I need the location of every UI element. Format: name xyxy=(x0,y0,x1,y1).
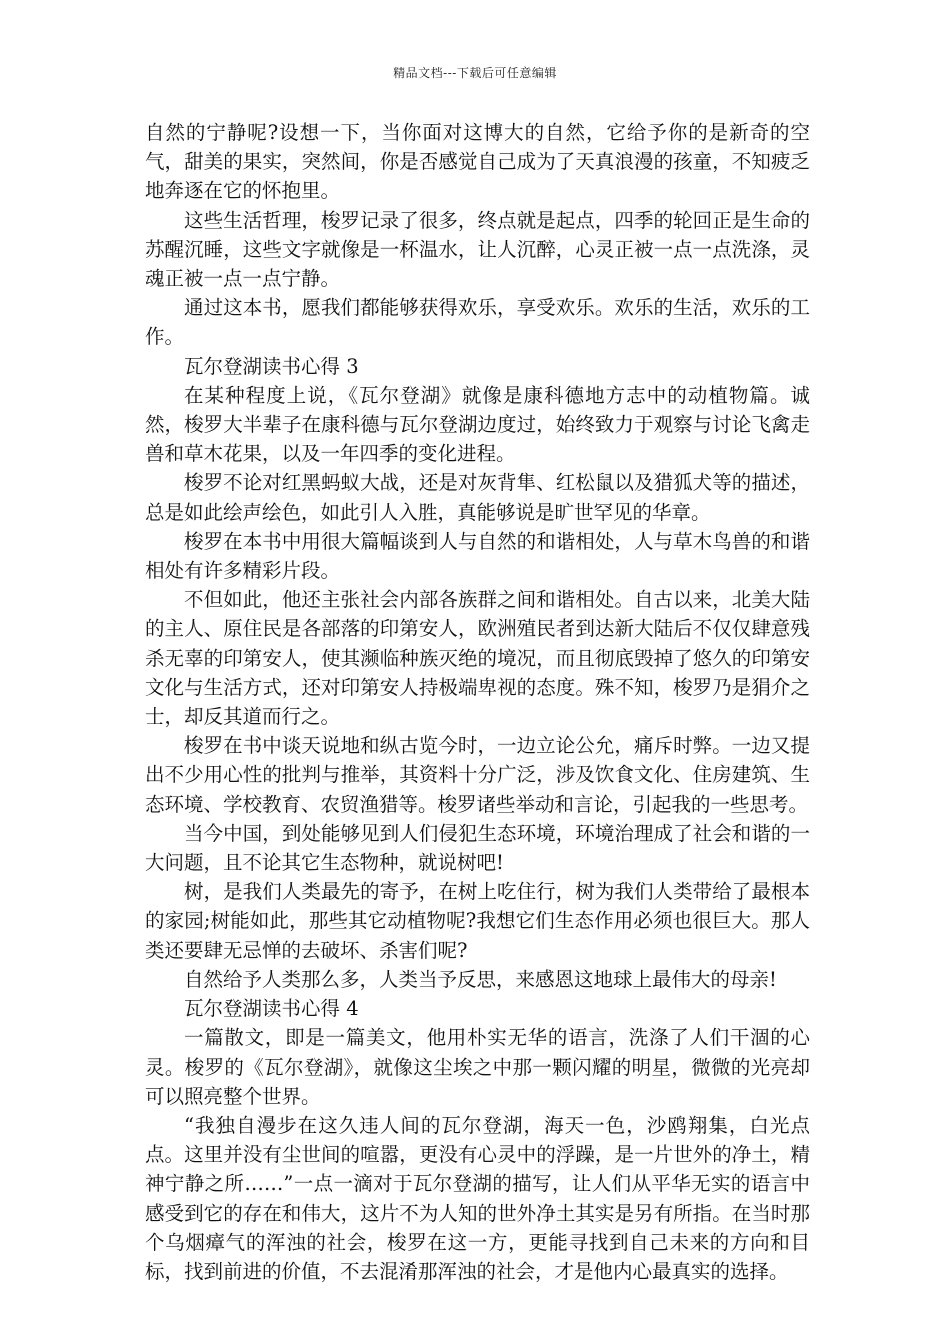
paragraph: 通过这本书，愿我们都能够获得欢乐，享受欢乐。欢乐的生活，欢乐的工作。 xyxy=(145,296,810,349)
page-header: 精品文档---下载后可任意编辑 xyxy=(393,66,557,80)
paragraph: 一篇散文，即是一篇美文，他用朴实无华的语言，洗涤了人们干涸的心灵。梭罗的《瓦尔登湖》，就像这尘埃之中那一颗闪耀的明星，微微的光亮却可以照亮整个世界。 xyxy=(145,1026,810,1108)
paragraph: 自然给予人类那么多，人类当予反思，来感恩这地球上最伟大的母亲! xyxy=(184,967,777,991)
paragraph: 在某种程度上说，《瓦尔登湖》就像是康科德地方志中的动植物篇。诚然，梭罗大半辈子在康科德与瓦尔登湖边度过，始终致力于观察与讨论飞禽走兽和草木花果，以及一年四季的变化进程。 xyxy=(145,383,810,466)
paragraph: 梭罗在书中谈天说地和纵古览今时，一边立论公允，痛斥时弊。一边又提出不少用心性的批判与推举，其资料十分广泛，涉及饮食文化、住房建筑、生态环境、学校教育、农贸渔猎等。梭罗诸些举动和言论，引起我的一些思考。 xyxy=(145,734,810,816)
paragraph: 梭罗不论对红黑蚂蚁大战，还是对灰背隼、红松鼠以及猎狐犬等的描述，总是如此绘声绘色，如此引人入胜，真能够说是旷世罕见的华章。 xyxy=(145,471,810,524)
paragraph: 自然的宁静呢?设想一下，当你面对这博大的自然，它给予你的是新奇的空气，甜美的果实，突然间，你是否感觉自己成为了天真浪漫的孩童，不知疲乏地奔逐在它的怀抱里。 xyxy=(145,121,810,203)
paragraph: “我独自漫步在这久违人间的瓦尔登湖，海天一色，沙鸥翔集，白光点点。这里并没有尘世间的喧嚣，更没有心灵中的浮躁，是一片世外的净土，精神宁静之所……”一点一滴对于瓦尔登湖的描写，让人们从平华无实的语言中感受到它的存在和伟大，这片不为人知的世外净土其实是另有所指。在当时那个乌烟瘴气的浑浊的社会，梭罗在这一方，更能寻找到自己未来的方向和目标，找到前进的价值，不去混淆那浑浊的社会，才是他内心最真实的选择。 xyxy=(145,1113,810,1283)
paragraph: 树，是我们人类最先的寄予，在树上吃住行，树为我们人类带给了最根本的家园;树能如此，那些其它动植物呢?我想它们生态作用必须也很巨大。那人类还要肆无忌惮的去破坏、杀害们呢? xyxy=(145,880,810,962)
section-heading: 瓦尔登湖读书心得 4 xyxy=(184,997,359,1021)
paragraph: 不但如此，他还主张社会内部各族群之间和谐相处。自古以来，北美大陆的主人、原住民是各部落的印第安人，欧洲殖民者到达新大陆后不仅仅肆意残杀无辜的印第安人，使其濒临种族灭绝的境况，而且彻底毁掉了悠久的印第安文化与生活方式，还对印第安人持极端卑视的态度。殊不知，梭罗乃是狷介之士，却反其道而行之。 xyxy=(145,588,810,729)
document-body xyxy=(145,118,810,1286)
paragraph: 这些生活哲理，梭罗记录了很多，终点就是起点，四季的轮回正是生命的苏醒沉睡，这些文字就像是一杯温水，让人沉醉，心灵正被一点一点洗涤，灵魂正被一点一点宁静。 xyxy=(145,208,810,291)
paragraph: 梭罗在本书中用很大篇幅谈到人与自然的和谐相处，人与草木鸟兽的和谐相处有许多精彩片段。 xyxy=(145,529,810,583)
paragraph: 当今中国，到处能够见到人们侵犯生态环境，环境治理成了社会和谐的一大问题，且不论其它生态物种，就说树吧! xyxy=(145,821,810,875)
section-heading: 瓦尔登湖读书心得 3 xyxy=(184,354,359,378)
